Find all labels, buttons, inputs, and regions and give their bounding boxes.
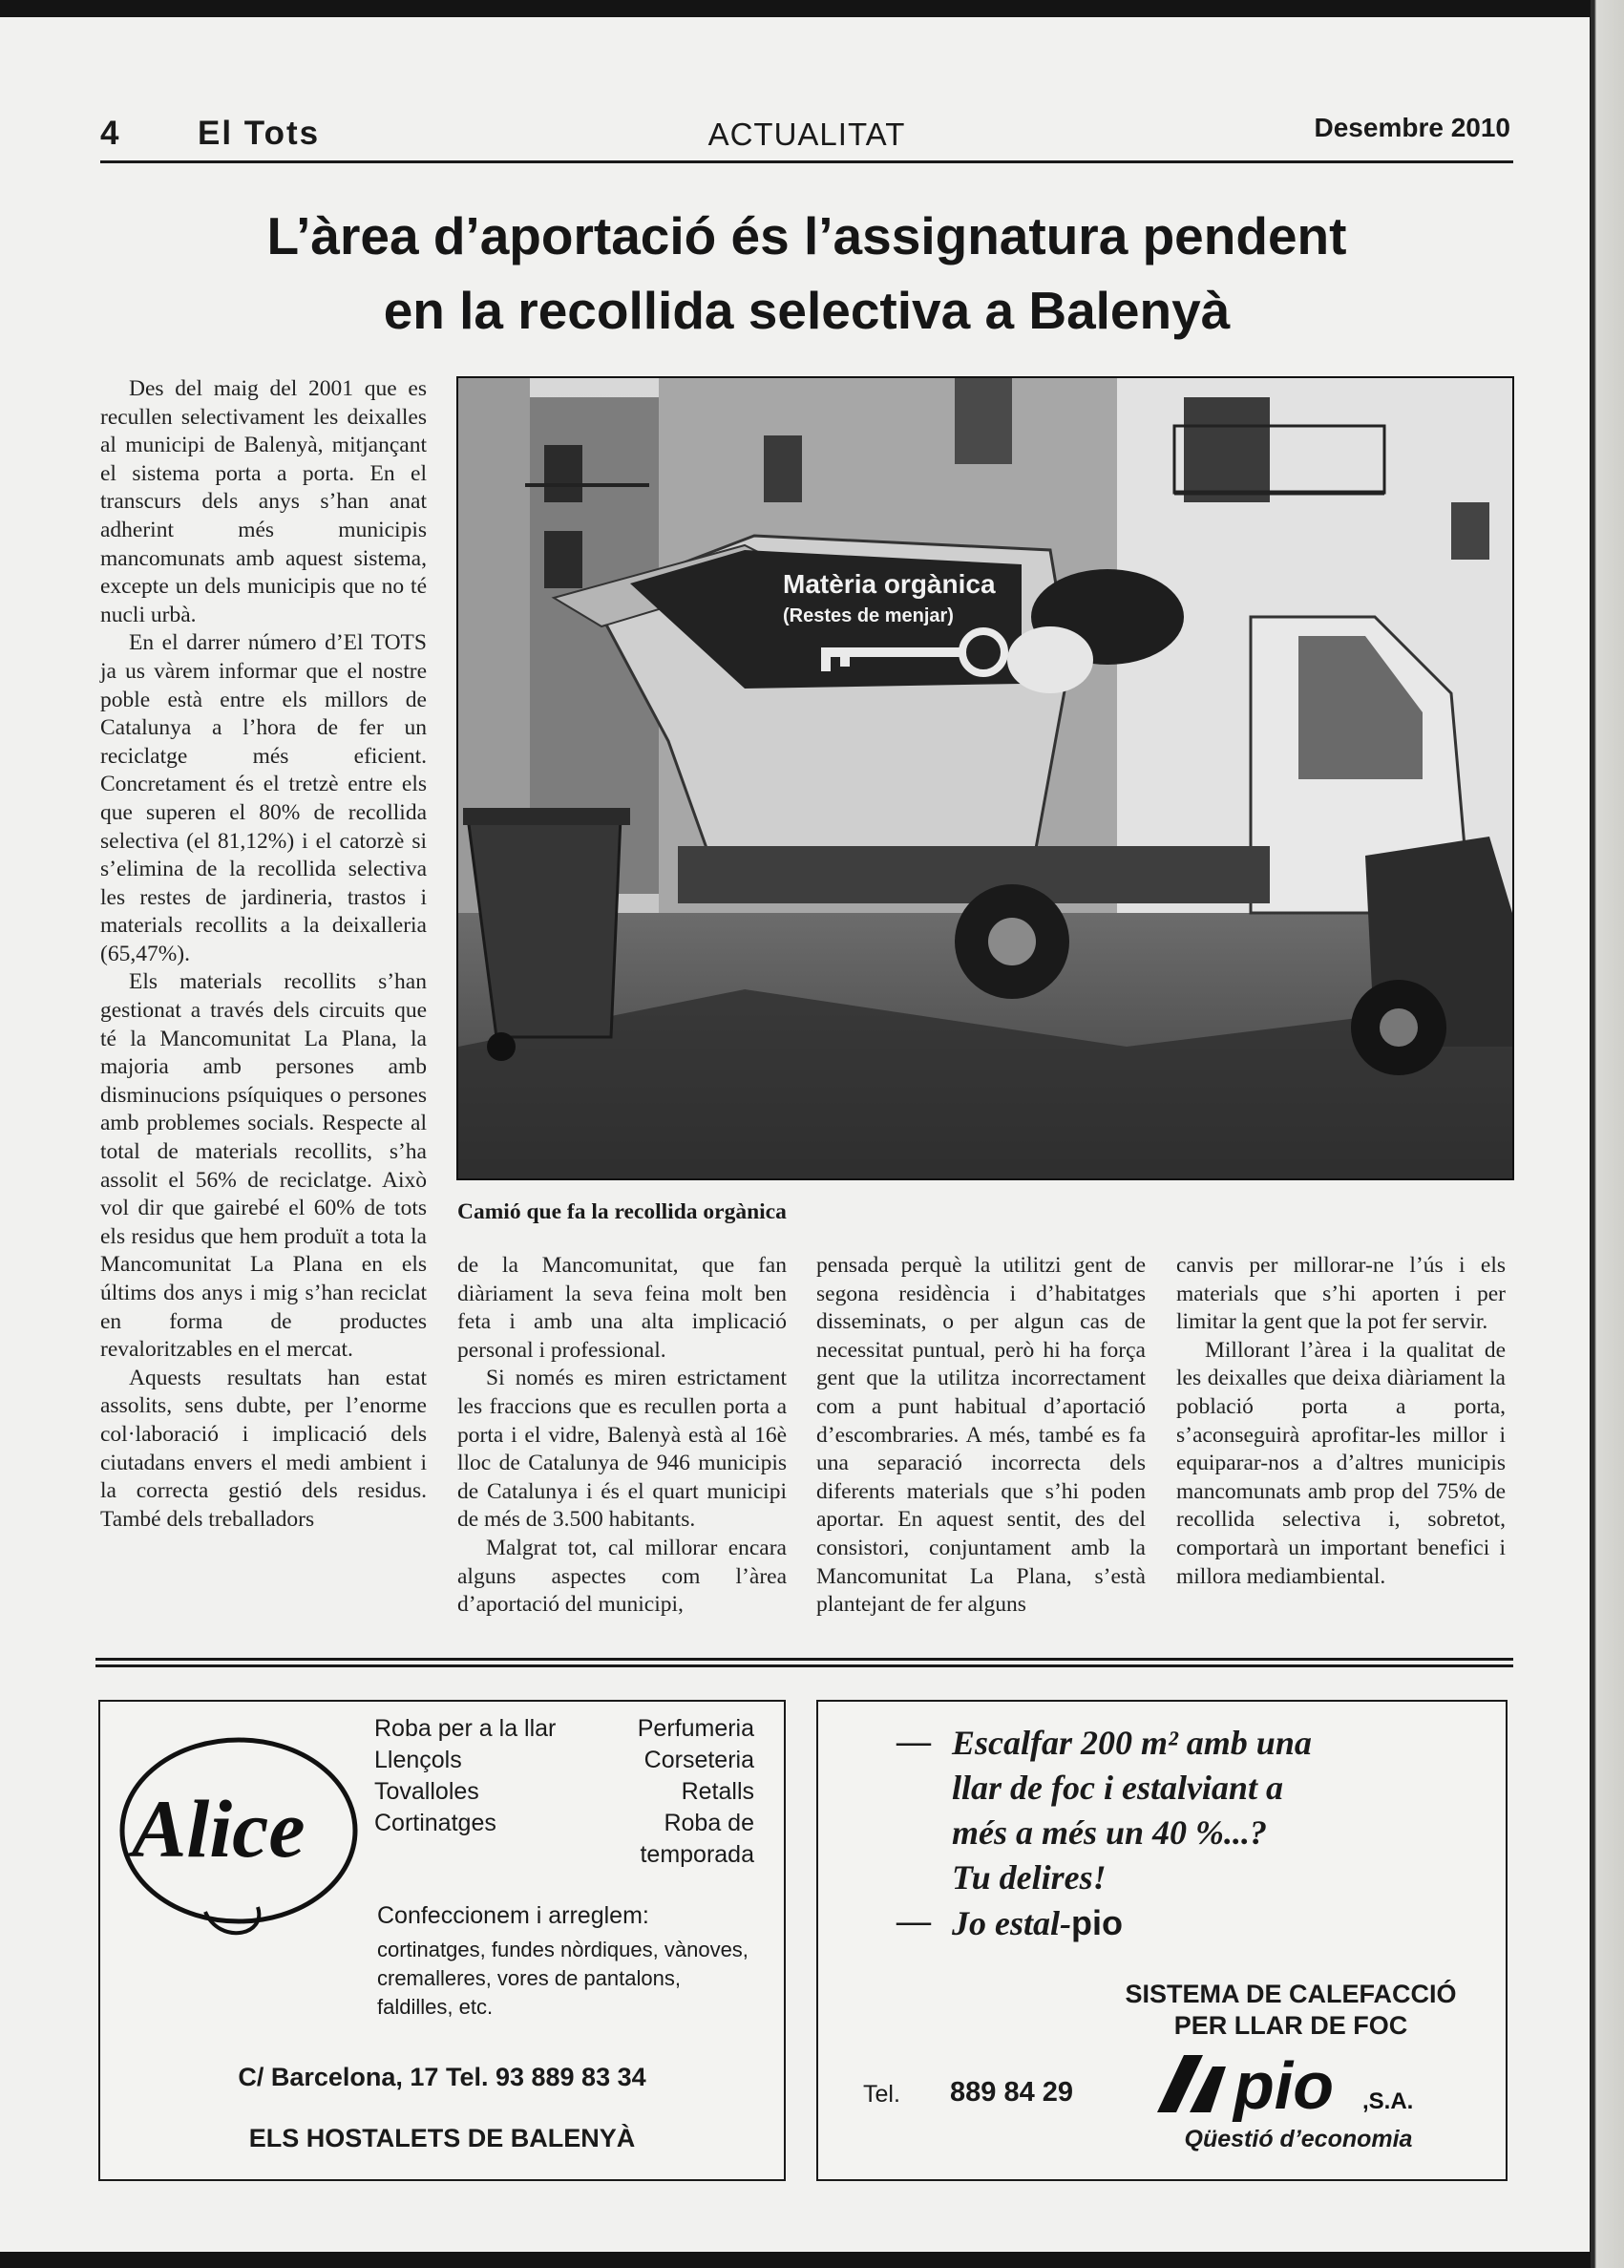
list-item: Tovalloles (374, 1778, 479, 1805)
page-number: 4 (100, 115, 119, 152)
paragraph: Des del maig del 2001 que es recullen selectivament les deixalles al municipi de Balenyà, mitjançant el sistema porta a porta. En el transcurs dels anys s’han anat adherint més municipis mancomunats amb aquest sistema, excepte un dels municipis que no té nucli urbà. (100, 376, 427, 627)
paragraph: Malgrat tot, cal millorar encara alguns aspectes com l’àrea d’aportació del municipi, (457, 1535, 787, 1618)
issue-date: Desembre 2010 (1314, 113, 1510, 142)
article-headline (100, 199, 1513, 348)
alice-services-right (592, 1713, 754, 1871)
article-column-2 (457, 1252, 787, 1620)
paragraph: Aquests resultats han estat assolits, sens dubte, per l’enorme col·laboració i implicació dels ciutadans envers el medi ambient i la correcta gestió dels residus. També dels treballadors (100, 1365, 427, 1532)
alice-town: ELS HOSTALETS DE BALENYÀ (248, 2124, 636, 2152)
alice-conf-title: Confeccionem i arreglem: (377, 1902, 649, 1929)
headline-line-1: L’àrea d’aportació és l’assignatura pendent (266, 206, 1347, 265)
pio-logo (1157, 2045, 1444, 2122)
pio-advertisement (816, 1700, 1508, 2181)
pio-mark-icon (1157, 2055, 1226, 2112)
newspaper-page (0, 17, 1590, 2252)
article-column-4 (1176, 1252, 1506, 1591)
photo-caption: Camió que fa la recollida orgànica (457, 1199, 787, 1224)
list-item: Roba de (664, 1810, 754, 1836)
paragraph: de la Mancomunitat, que fan diàriament la seva feina molt ben feta i amb una alta implicació personal i professional. (457, 1253, 787, 1363)
system-line-1: SISTEMA DE CALEFACCIÓ (1125, 1980, 1457, 2008)
list-item: Retalls (681, 1778, 754, 1805)
alice-services-left (374, 1713, 556, 1839)
paragraph: Si només es miren estrictament les fraccions que es recullen porta a porta i el vidre, Balenyà està al 16è lloc de Catalunya de 946 municipis de Catalunya i és el quart municipi de més de 3.500 habitants. (457, 1366, 787, 1533)
list-item: Roba per a la llar (374, 1715, 557, 1742)
list-item: Corseteria (643, 1747, 754, 1773)
header-rule (100, 160, 1513, 163)
pio-logo-name: pio (1234, 2048, 1334, 2122)
quote-line: llar de foc i estalviant a (952, 1769, 1283, 1807)
truck-sign-text: Matèria orgànica (783, 569, 996, 599)
reply-brand: pio (1070, 1903, 1123, 1942)
truck-sign-subtext: (Restes de menjar) (783, 605, 954, 626)
quote-line: Escalfar 200 m² amb una (952, 1724, 1312, 1762)
headline-line-2: en la recollida selectiva a Balenyà (383, 281, 1231, 340)
quote-reply (952, 1900, 1525, 1946)
pio-system-title (1095, 1979, 1487, 2042)
section-name: ACTUALITAT (707, 117, 906, 152)
list-item: temporada (640, 1841, 754, 1868)
garbage-truck-photo (458, 378, 1512, 1178)
list-item: Perfumeria (637, 1715, 754, 1742)
publication-name: El Tots (198, 115, 321, 152)
article-column-3 (816, 1252, 1146, 1620)
tel-label: Tel. (863, 2081, 900, 2108)
paragraph: En el darrer número d’El TOTS ja us vàrem informar que el nostre poble està entre els millors de Catalunya a l’hora de fer un reciclatge més eficient. Concretament és el tretzè entre els que superen el 80% de recollida selectiva (el 81,12%) i el catorzè si s’elimina de la recollida selectiva les restes de jardineria, trastos i materials recollits a la deixalleria (65,47%). (100, 630, 427, 966)
system-line-2: PER LLAR DE FOC (1173, 2011, 1408, 2040)
alice-logo-text: Alice (132, 1783, 306, 1875)
pio-slogan: Qüestió d’economia (1184, 2126, 1413, 2152)
alice-address: C/ Barcelona, 17 Tel. 93 889 83 34 (238, 2063, 646, 2091)
page-edge (1591, 0, 1624, 2268)
list-item: Cortinatges (374, 1810, 496, 1836)
article-column-1 (100, 375, 427, 1534)
paragraph: canvis per millorar-ne l’ús i els materials que s’hi aporten i per limitar la gent que la pot fer servir. (1176, 1253, 1506, 1335)
paragraph: pensada perquè la utilitzi gent de segona residència i d’habitatges disseminats, o per algun cas de necessitat puntual, però hi ha força gent que la utilitza incorrectament com a punt habitual d’aportació d’escombraries. A més, també es fa una separació incorrecta dels diferents materials que s’hi poden aportar. En aquest sentit, des del consistori, conjuntament amb la Mancomunitat La Plana, s’està plantejant de fer alguns (816, 1253, 1146, 1618)
pio-quote (952, 1721, 1525, 1946)
ads-separator-top (95, 1658, 1513, 1661)
pio-logo-suffix: ,S.A. (1362, 2088, 1414, 2114)
alice-conf-body: cortinatges, fundes nòrdiques, vànoves, cremalleres, vores de pantalons, faldilles, etc. (377, 1938, 749, 2019)
quote-line: Tu delires! (952, 1858, 1107, 1897)
paragraph: Els materials recollits s’han gestionat a través dels circuits que té la Mancomunitat La Plana, la majoria amb persones amb disminucions psíquiques o persones amb problemes socials. Respecte al total de materials recollits, s’ha assolit el 56% de reciclatge. Això vol dir que gairebé el 60% de tots els residus que hem produït a tota la Mancomunitat La Plana en els últims dos anys i mig s’han reciclat en forma de productes revaloritzables en el mercat. (100, 969, 427, 1363)
list-item: Llençols (374, 1747, 462, 1773)
quote-dash: — (896, 1722, 931, 1760)
tel-number: 889 84 29 (950, 2077, 1074, 2108)
paragraph: Millorant l’àrea i la qualitat de les deixalles que deixa diàriament la població porta a porta, s’aconseguirà aprofitar-les millor i equiparar-nos a d’altres municipis mancomunats amb prop del 75% de recollida selectiva i, sobretot, comportarà un important benefici i millora mediambiental. (1176, 1337, 1506, 1589)
ads-separator-bottom (95, 1664, 1513, 1667)
quote-line: més a més un 40 %...? (952, 1813, 1268, 1852)
page-header (100, 103, 1513, 162)
alice-advertisement (98, 1700, 786, 2181)
reply-prefix: Jo estal- (952, 1904, 1071, 1942)
alice-logo (115, 1721, 363, 1940)
article-photo (456, 376, 1514, 1180)
reply-dash: — (896, 1901, 931, 1939)
